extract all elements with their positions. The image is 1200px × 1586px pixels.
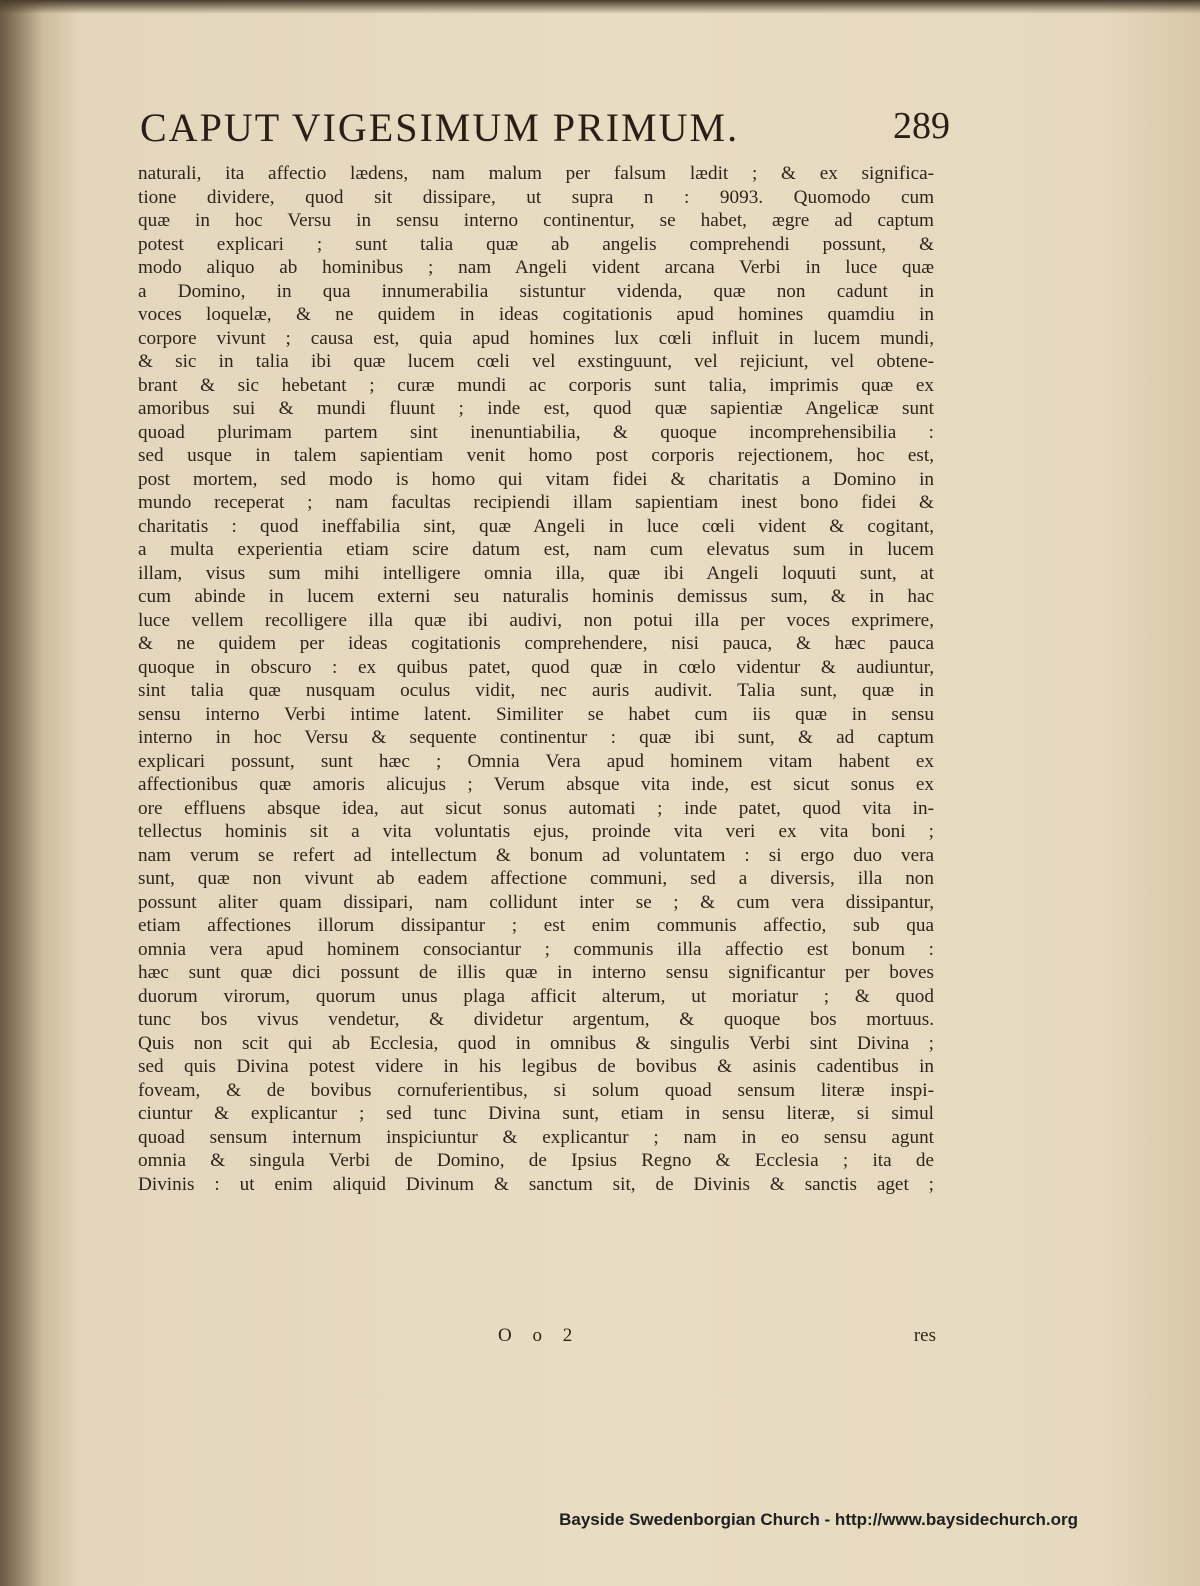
running-header (140, 104, 950, 154)
text-line: quoque in obscuro : ex quibus patet, quod quæ in cœlo videntur & audiuntur, (138, 656, 934, 678)
text-line: a Domino, in qua innumerabilia sistuntur videnda, quæ non cadunt in (138, 280, 934, 302)
source-watermark: Bayside Swedenborgian Church - http://www.baysidechurch.org (559, 1510, 1078, 1529)
text-line: omnia & singula Verbi de Domino, de Ipsius Regno & Ecclesia ; ita de (138, 1150, 934, 1171)
page-footer (140, 1325, 936, 1351)
text-line: a multa experientia etiam scire datum est, nam cum elevatus sum in lucem (138, 539, 934, 560)
text-line: ore effluens absque idea, aut sicut sonus automati ; inde patet, quod vita in- (138, 797, 934, 819)
text-line: sed quis Divina potest videre in his legibus de bovibus & asinis cadentibus in (138, 1056, 934, 1077)
text-line: tellectus hominis sit a vita voluntatis ejus, proinde vita veri ex vita boni ; (138, 821, 934, 842)
text-line: sint talia quæ nusquam oculus vidit, nec auris audivit. Talia sunt, quæ in (138, 680, 934, 701)
text-line: explicari possunt, sunt hæc ; Omnia Vera apud hominem vitam habent ex (138, 750, 934, 772)
text-line: & sic in talia ibi quæ lucem cœli vel exstinguunt, vel rejiciunt, vel obtene- (138, 351, 934, 372)
page-number: 289 (893, 105, 950, 147)
text-line: brant & sic hebetant ; curæ mundi ac corporis sunt talia, imprimis quæ ex (138, 374, 934, 396)
body-text (138, 162, 934, 1196)
text-line: sunt, quæ non vivunt ab eadem affectione communi, sed a diversis, illa non (138, 868, 934, 889)
text-line: omnia vera apud hominem consociantur ; communis illa affectio est bonum : (138, 938, 934, 960)
text-line: post mortem, sed modo is homo qui vitam fidei & charitatis a Domino in (138, 468, 934, 490)
catchword: res (913, 1325, 936, 1346)
text-line: modo aliquo ab hominibus ; nam Angeli vident arcana Verbi in luce quæ (138, 257, 934, 278)
signature-mark: O o 2 (498, 1325, 581, 1346)
text-line: quoad sensum internum inspiciuntur & explicantur ; nam in eo sensu agunt (138, 1126, 934, 1148)
text-line: sed usque in talem sapientiam venit homo post corporis rejectionem, hoc est, (138, 445, 934, 466)
text-line: & ne quidem per ideas cogitationis comprehendere, nisi pauca, & hæc pauca (138, 633, 934, 654)
text-line: etiam affectiones illorum dissipantur ; est enim communis affectio, sub qua (138, 915, 934, 936)
text-line: nam verum se refert ad intellectum & bonum ad voluntatem : si ergo duo vera (138, 844, 934, 866)
text-line: charitatis : quod ineffabilia sint, quæ Angeli in luce cœli vident & cogitant, (138, 515, 934, 537)
text-line: ciuntur & explicantur ; sed tunc Divina sunt, etiam in sensu literæ, si simul (138, 1103, 934, 1124)
text-line: quæ in hoc Versu in sensu interno continentur, se habet, ægre ad captum (138, 210, 934, 231)
text-line: Divinis : ut enim aliquid Divinum & sanctum sit, de Divinis & sanctis aget ; (138, 1173, 934, 1195)
text-line: illam, visus sum mihi intelligere omnia illa, quæ ibi Angeli loquuti sunt, at (138, 562, 934, 584)
text-line: foveam, & de bovibus cornuferientibus, si solum quoad sensum literæ inspi- (138, 1079, 934, 1101)
text-line: tunc bos vivus vendetur, & dividetur argentum, & quoque bos mortuus. (138, 1009, 934, 1030)
text-line: mundo receperat ; nam facultas recipiendi illam sapientiam inest bono fidei & (138, 492, 934, 513)
text-line: potest explicari ; sunt talia quæ ab angelis comprehendi possunt, & (138, 233, 934, 255)
page-title: CAPUT VIGESIMUM PRIMUM. (140, 105, 740, 150)
text-line: possunt aliter quam dissipari, nam collidunt inter se ; & cum vera dissipantur, (138, 891, 934, 913)
text-line: affectionibus quæ amoris alicujus ; Verum absque vita inde, est sicut sonus ex (138, 774, 934, 795)
text-line: interno in hoc Versu & sequente continentur : quæ ibi sunt, & ad captum (138, 727, 934, 748)
text-line: cum abinde in lucem externi seu naturalis hominis demissus sum, & in hac (138, 586, 934, 607)
text-line: voces loquelæ, & ne quidem in ideas cogitationis apud homines quamdiu in (138, 304, 934, 325)
text-line: luce vellem recolligere illa quæ ibi audivi, non potui illa per voces exprimere, (138, 609, 934, 631)
text-line: sensu interno Verbi intime latent. Similiter se habet cum iis quæ in sensu (138, 703, 934, 725)
text-line: amoribus sui & mundi fluunt ; inde est, quod quæ sapientiæ Angelicæ sunt (138, 398, 934, 419)
text-line: tione dividere, quod sit dissipare, ut supra n : 9093. Quomodo cum (138, 186, 934, 208)
text-line: naturali, ita affectio lædens, nam malum per falsum lædit ; & ex significa- (138, 163, 934, 184)
text-line: corpore vivunt ; causa est, quia apud homines lux cœli influit in lucem mundi, (138, 327, 934, 349)
text-line: hæc sunt quæ dici possunt de illis quæ in interno sensu significantur per boves (138, 962, 934, 983)
text-line: quoad plurimam partem sint inenuntiabilia, & quoque incomprehensibilia : (138, 421, 934, 443)
text-line: duorum virorum, quorum unus plaga afficit alterum, ut moriatur ; & quod (138, 985, 934, 1007)
text-line: Quis non scit qui ab Ecclesia, quod in omnibus & singulis Verbi sint Divina ; (138, 1032, 934, 1054)
